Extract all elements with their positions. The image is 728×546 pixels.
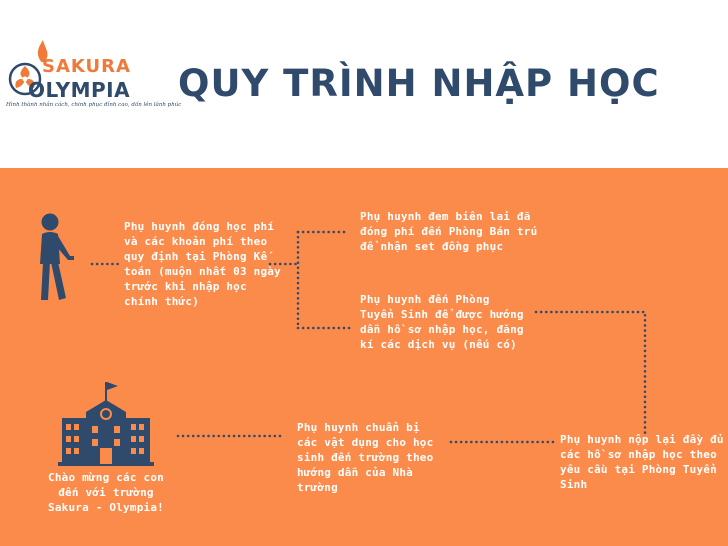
logo-tagline: Hình thành nhân cách, chinh phục đỉnh cao, dấn lên lãnh phúc — [6, 102, 182, 108]
page-title: QUY TRÌNH NHẬP HỌC — [178, 62, 660, 105]
logo-text-sakura: SAKURA — [42, 56, 131, 77]
step-admission-office: Phụ huynh đến Phòng Tuyển Sinh để được hướng dẫn hồ sơ nhập học, đăng kí các dịch vụ (nếu có) — [360, 293, 524, 351]
person-walking-icon — [34, 212, 78, 302]
step-submit-documents: Phụ huynh nộp lại đầy đủ các hồ sơ nhập học theo yêu cầu tại Phòng Tuyển Sinh — [560, 433, 724, 491]
process-panel — [0, 168, 728, 546]
school-logo — [6, 40, 182, 120]
connector-admission-to-submit — [536, 312, 645, 436]
step-prepare-items: Phụ huynh chuẩn bị các vật dụng cho học sinh đến trường theo hướng dẫn của Nhà trường — [297, 421, 434, 494]
step-pay-fees: Phụ huynh đóng học phí và các khoản phí theo quy định tại Phòng Kế toán (muộn nhất 03 ngày trước khi nhập học chính thức) — [124, 220, 281, 308]
step-receive-uniform: Phụ huynh đem biên lai đã đóng phí đến Phòng Bán trú để nhận set đồng phục — [360, 210, 538, 253]
school-building-icon — [58, 382, 154, 466]
welcome-message: Chào mừng các con đến với trường Sakura - Olympia! — [48, 471, 164, 514]
header — [0, 0, 728, 168]
logo-text-olympia: OLYMPIA — [28, 78, 131, 102]
